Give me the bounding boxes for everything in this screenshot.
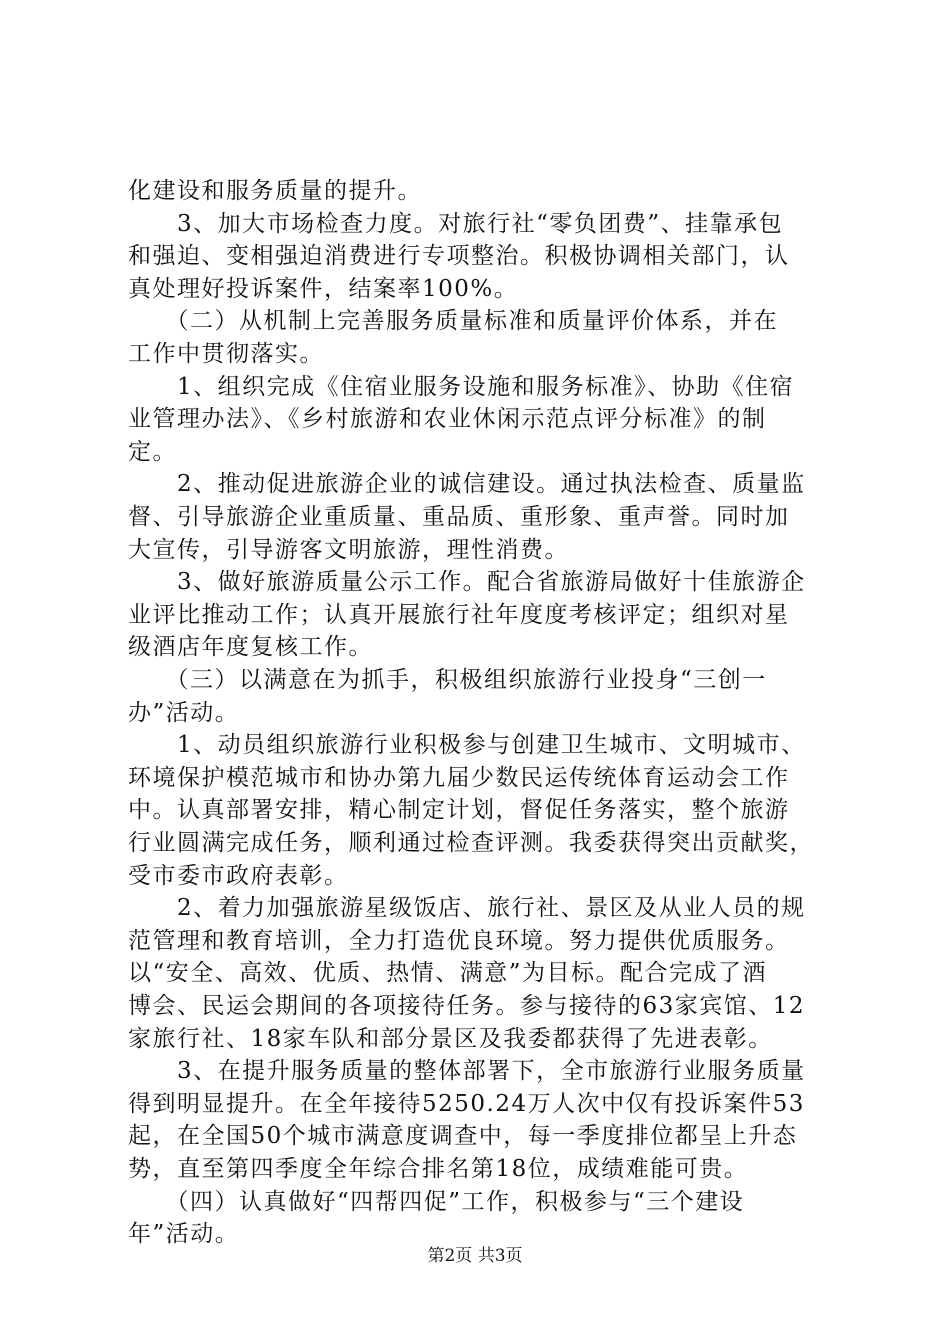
text-line: 3、加大市场检查力度。对旅行社“零负团费”、挂靠承包: [128, 210, 784, 237]
text-line: 家旅行社、18家车队和部分景区及我委都获得了先进表彰。: [128, 1025, 773, 1052]
text-line: 势，直至第四季度全年综合排名第18位，成绩难能可贵。: [128, 1156, 749, 1182]
text-line: 行业圆满完成任务，顺利通过检查评测。我委获得突出贡献奖，: [128, 830, 814, 856]
text-line: （二）从机制上完善服务质量标准和质量评价体系，并在: [128, 308, 778, 335]
text-line: 起，在全国50个城市满意度调查中，每一季度排位都呈上升态: [128, 1123, 798, 1150]
text-line: 得到明显提升。在全年接待5250.24万人次中仅有投诉案件53: [128, 1090, 805, 1117]
text-line: 3、做好旅游质量公示工作。配合省旅游局做好十佳旅游企: [128, 569, 806, 596]
text-line: 和强迫、变相强迫消费进行专项整治。积极协调相关部门，认: [128, 243, 790, 270]
text-line: （四）认真做好“四帮四促”工作，积极参与“三个建设: [128, 1188, 745, 1215]
text-line: 博会、民运会期间的各项接待任务。参与接待的63家宾馆、12: [128, 993, 806, 1019]
text-line: 环境保护模范城市和协办第九届少数民运传统体育运动会工作: [128, 764, 790, 791]
text-line: 范管理和教育培训，全力打造优良环境。努力提供优质服务。: [128, 927, 790, 954]
text-line: 以“安全、高效、优质、热情、满意”为目标。配合完成了酒: [128, 960, 768, 987]
text-line: 级酒店年度复核工作。: [128, 634, 373, 661]
text-line: 业管理办法》、《乡村旅游和农业休闲示范点评分标准》的制: [128, 406, 767, 433]
text-line: 1、组织完成《住宿业服务设施和服务标准》、协助《住宿: [128, 373, 795, 400]
text-line: 工作中贯彻落实。: [128, 341, 324, 367]
text-line: 定。: [128, 438, 177, 465]
text-line: 2、推动促进旅游企业的诚信建设。通过执法检查、质量监: [128, 471, 806, 498]
text-line: 中。认真部署安排，精心制定计划，督促任务落实，整个旅游: [128, 797, 790, 824]
text-line: 业评比推动工作；认真开展旅行社年度度考核评定；组织对星: [128, 601, 790, 628]
text-line: 化建设和服务质量的提升。: [128, 178, 422, 204]
text-line: 1、动员组织旅游行业积极参与创建卫生城市、文明城市、: [128, 732, 806, 759]
text-line: 大宣传，引导游客文明旅游，理性消费。: [128, 536, 569, 563]
text-line: 3、在提升服务质量的整体部署下，全市旅游行业服务质量: [128, 1058, 806, 1085]
text-line: 真处理好投诉案件，结案率100%。: [128, 275, 519, 302]
text-line: 年”活动。: [128, 1221, 240, 1248]
text-line: 督、引导旅游企业重质量、重品质、重形象、重声誉。同时加: [128, 504, 790, 530]
text-line: 2、着力加强旅游星级饭店、旅行社、景区及从业人员的规: [128, 895, 806, 922]
page-footer: 第2页 共3页: [427, 1246, 523, 1266]
text-line: 办”活动。: [128, 699, 240, 726]
text-line: 受市委市政府表彰。: [128, 862, 349, 889]
text-line: （三）以满意在为抓手，积极组织旅游行业投身“三创一: [128, 667, 767, 693]
